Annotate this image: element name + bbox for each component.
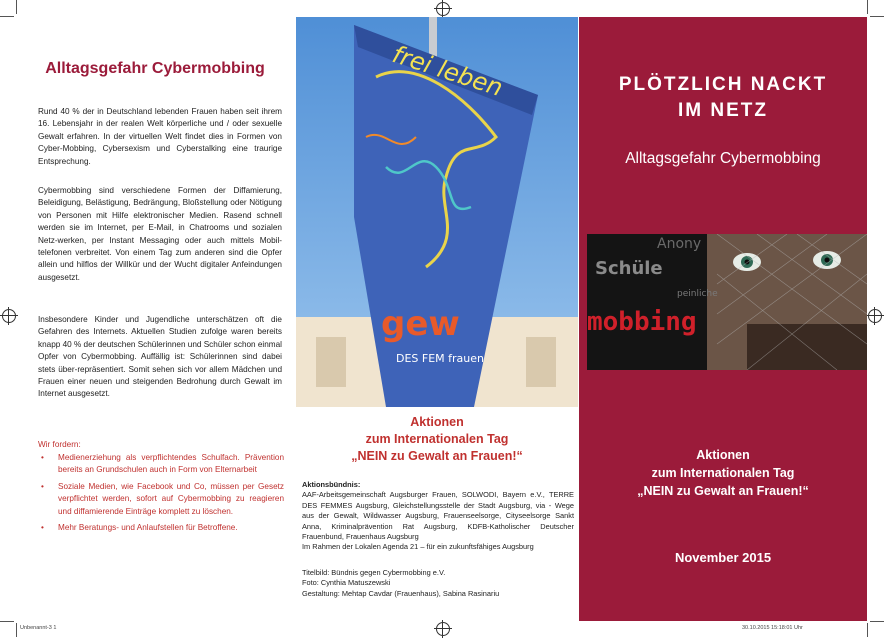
- cover-title-line: IM NETZ: [678, 100, 768, 121]
- demand-item: • Medienerziehung als verpflichtendes Schulfach. Prävention bereits an Grundschulen auch in Form von Elternarbeit: [38, 452, 284, 477]
- demands-heading: Wir fordern:: [38, 440, 81, 449]
- demand-item: • Soziale Medien, wie Facebook und Co, müssen per Gesetz verpflichtet werden, sofort auf Cybermobbing zu reagieren und diffamierende Einträge komplett zu löschen.: [38, 481, 284, 518]
- crop-mark: [0, 621, 14, 622]
- flag-text-bottom: gew: [381, 304, 460, 344]
- middle-title-line: „NEIN zu Gewalt an Frauen!“: [351, 449, 523, 463]
- flag-text-top: frei leben: [388, 40, 507, 103]
- alliance-block: [302, 480, 574, 553]
- flag-text-small: DES FEM frauen: [396, 352, 485, 365]
- crop-mark: [16, 0, 17, 14]
- building-window: [316, 337, 346, 387]
- intro-paragraph: Rund 40 % der in Deutschland lebenden Frauen haben seit ihrem 16. Lebensjahr in der realen Welt körperliche und / oder sexuelle Gewalt erfahren. In der virtuellen Welt findet dies in Formen von Cyber-Mobbing, Cybersexism und Cyberstalking eine traurige Entsprechung.: [38, 107, 282, 166]
- agenda-text: Im Rahmen der Lokalen Agenda 21 – für ein zukunftsfähiges Augsburg: [302, 542, 534, 552]
- alliance-heading: Aktionsbündnis:: [302, 480, 361, 489]
- registration-mark-right: [868, 309, 882, 323]
- middle-title: [296, 414, 578, 465]
- middle-title-line: zum Internationalen Tag: [365, 432, 509, 446]
- registration-mark-top: [436, 2, 450, 16]
- cover-aktionen: [579, 446, 867, 500]
- cover-aktionen-line: Aktionen: [696, 448, 750, 462]
- definition-paragraph: Cybermobbing sind verschiedene Formen der Diffamierung, Beleidigung, Belästigung, Bedrängung, Bloßstellung oder Nötigung von Personen mit Hilfe elektronischer Medien. Rasend schnell werden sie im Internet, per E-Mail, in Chatrooms und sozialen Netz-werken, per Instant Messaging oder auch mittels Mobil-telefonen verbreitet. Von einem Tag zum anderen sind die Opfer allein und hilflos der Willkür und der Wucht digitaler Anfeindungen ausgesetzt.: [38, 186, 282, 282]
- alliance-text: AAF-Arbeitsgemeinschaft Augsburger Frauen, SOLWODI, Bayern e.V., TERRE DES FEMMES Augsburg, Gleichstellungsstelle der Stadt Augsburg, via - Wege aus der Gewalt, Wildwasser Augsburg, Frauenseelsorge, Cityseelsorge Sankt Anna, Kriminalprävention Rat Augsburg, KDFB-Katholischer Deutscher Frauenbund, Frauenhaus Augsburg: [302, 490, 574, 542]
- left-column-title: Alltagsgefahr Cybermobbing: [45, 60, 265, 77]
- cybermobbing-illustration: [587, 234, 867, 370]
- image-bg-word: Anony: [657, 236, 702, 252]
- crop-mark: [870, 621, 884, 622]
- flag-photo: [296, 17, 578, 407]
- demands-list: [38, 452, 284, 538]
- print-slug-left: Unbenannt-3 1: [20, 625, 57, 631]
- cover-date: November 2015: [674, 550, 772, 565]
- cover-aktionen-line: zum Internationalen Tag: [651, 466, 795, 480]
- credit-line: Foto: Cynthia Matuszewski: [302, 578, 391, 588]
- cover-aktionen-line: „NEIN zu Gewalt an Frauen!“: [637, 484, 809, 498]
- cover-title: [579, 72, 867, 124]
- image-bg-word: Schüle: [595, 258, 663, 279]
- crop-mark: [867, 0, 868, 14]
- middle-title-line: Aktionen: [410, 415, 464, 429]
- cover-image: [587, 234, 867, 370]
- flag-illustration: [296, 17, 578, 407]
- print-slug-right: 30.10.2015 15:18:01 Uhr: [742, 625, 803, 631]
- cover-subtitle: Alltagsgefahr Cybermobbing: [625, 150, 821, 167]
- image-bg-word: peinliche: [677, 289, 718, 299]
- registration-mark-left: [2, 309, 16, 323]
- image-word-mobbing: mobbing: [587, 307, 697, 337]
- crop-mark: [870, 16, 884, 17]
- cover-title-line: PLÖTZLICH NACKT: [618, 74, 828, 95]
- demand-item: • Mehr Beratungs- und Anlaufstellen für Betroffene.: [38, 522, 284, 534]
- credit-line: Gestaltung: Mehtap Cavdar (Frauenhaus), Sabina Rasinariu: [302, 588, 500, 598]
- crop-mark: [867, 623, 868, 637]
- youth-paragraph: Insbesondere Kinder und Jugendliche unterschätzen oft die Gefahren des Internets. Aktuellen Studien zufolge waren bereits knapp 40 % der deutschen Schülerinnen und Schüler schon einmal Opfer von Cybermobbing. Auffällig ist: Schülerinnen sind dabei stets über-repräsentiert. Somit sehen sich vor allem Mädchen und Frauen einer neuen und steigenden Bedrohung durch Gewalt im Internet ausgesetzt.: [38, 315, 282, 399]
- registration-mark-bottom: [436, 622, 450, 636]
- building-window: [526, 337, 556, 387]
- credit-line: Titelbild: Bündnis gegen Cybermobbing e.V.: [302, 568, 446, 577]
- crop-mark: [16, 623, 17, 637]
- credits-block: [302, 568, 574, 599]
- crop-mark: [0, 16, 14, 17]
